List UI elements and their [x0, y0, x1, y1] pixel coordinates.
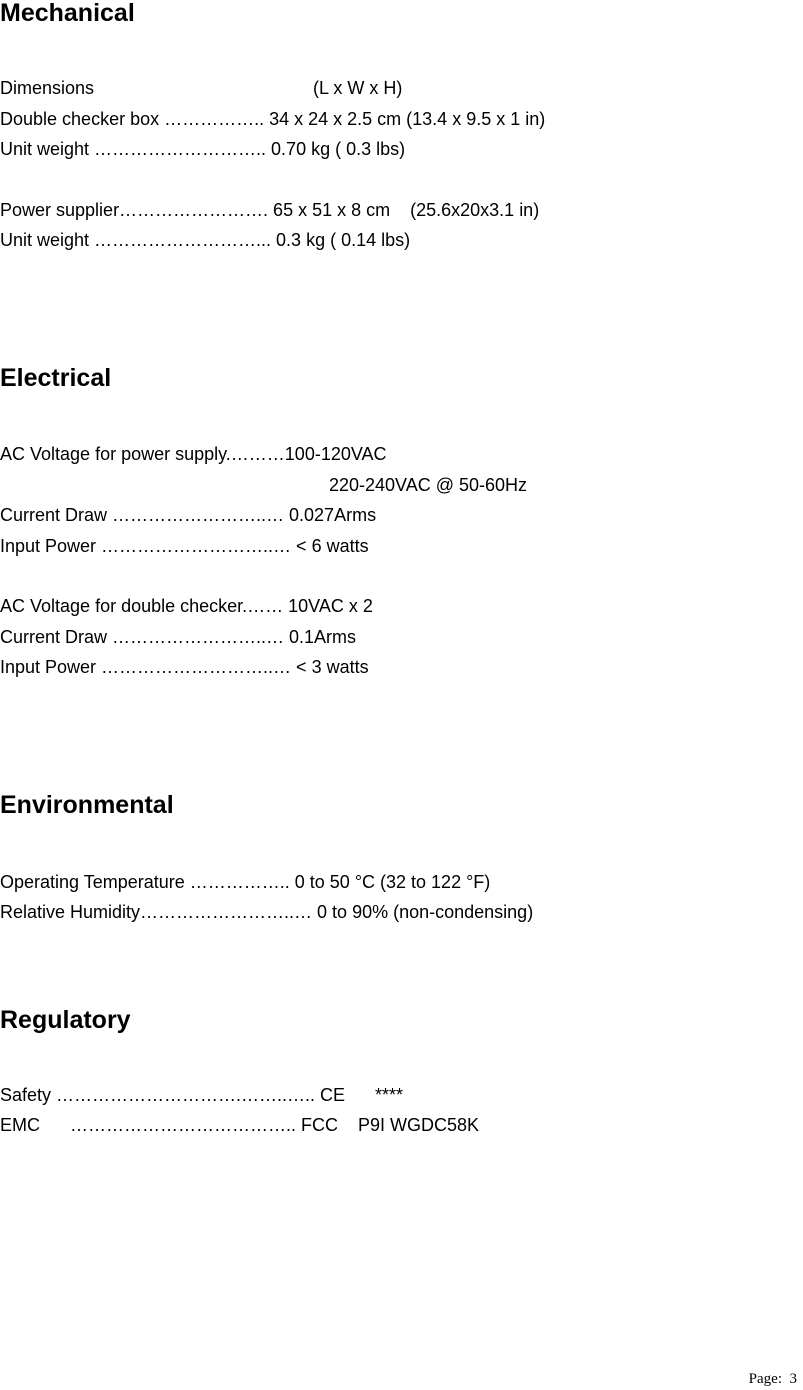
section-heading-electrical: Electrical [0, 364, 112, 392]
spec-line: Safety ………………………….……..….. CE **** [0, 1085, 404, 1105]
spec-line: AC Voltage for double checker.…… 10VAC x 2 [0, 596, 373, 616]
spec-line: Input Power ………………………..… < 3 watts [0, 657, 369, 677]
spec-line: Unit weight ……………………….. 0.70 kg ( 0.3 lbs) [0, 139, 406, 159]
spec-line: Double checker box …………….. 34 x 24 x 2.5 cm (13.4 x 9.5 x 1 in) [0, 109, 546, 129]
spec-line: EMC ……………………………….. FCC P9I WGDC58K [0, 1115, 480, 1135]
spec-line: Relative Humidity……………………..… 0 to 90% (non-condensing) [0, 902, 534, 922]
section-heading-environmental: Environmental [0, 791, 174, 819]
spec-line: Operating Temperature …………….. 0 to 50 °C (32 to 122 °F) [0, 872, 491, 892]
dimensions-unit: (L x W x H) [313, 78, 403, 98]
page-number: Page: 3 [748, 1371, 797, 1387]
spec-line: AC Voltage for power supply.………100-120VAC [0, 444, 387, 464]
dimensions-label: Dimensions [0, 78, 95, 98]
spec-line: Unit weight ………………………... 0.3 kg ( 0.14 lbs) [0, 230, 411, 250]
spec-line: Power supplier……………………. 65 x 51 x 8 cm (25.6x20x3.1 in) [0, 200, 540, 220]
spec-line: Input Power ………………………..… < 6 watts [0, 536, 369, 556]
section-heading-regulatory: Regulatory [0, 1006, 131, 1034]
spec-line: 220-240VAC @ 50-60Hz [329, 475, 528, 495]
section-heading-mechanical: Mechanical [0, 0, 135, 27]
spec-line: Current Draw ……………………..… 0.1Arms [0, 627, 357, 647]
spec-line: Current Draw ……………………..… 0.027Arms [0, 505, 377, 525]
